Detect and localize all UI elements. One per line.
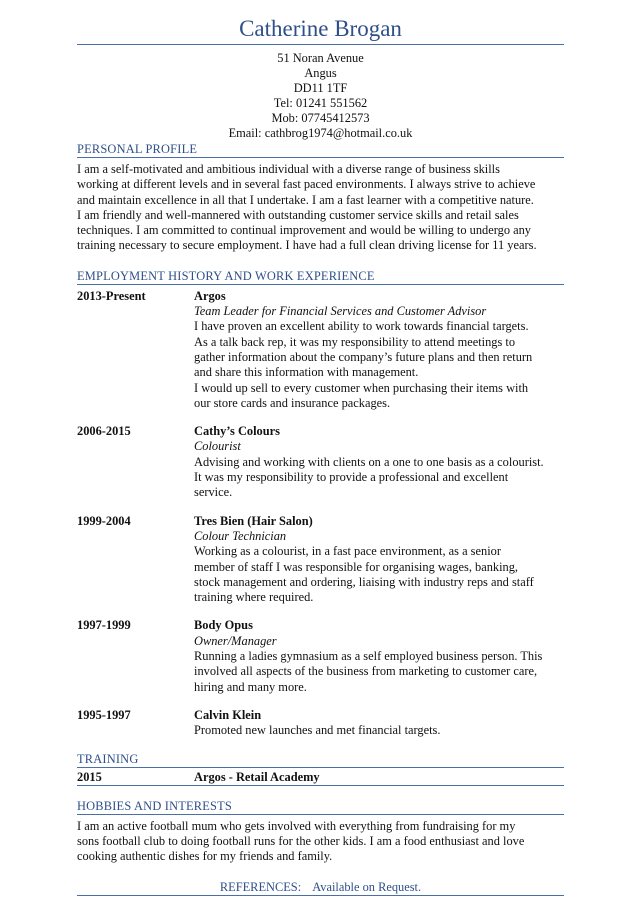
training-year: 2015 (77, 769, 102, 784)
training-entry (77, 770, 564, 785)
email: Email: cathbrog1974@hotmail.co.uk (228, 126, 413, 140)
hobbies-line: cooking authentic dishes for my friends and family. (77, 849, 333, 864)
job-line: hiring and many more. (194, 679, 307, 694)
section-title-employment: EMPLOYMENT HISTORY AND WORK EXPERIENCE (77, 268, 564, 285)
job-entry (77, 708, 564, 739)
profile-line: techniques. I am committed to continual improvement and would be willing to undergo any (77, 223, 532, 238)
spacer (77, 411, 564, 420)
job-line: I have proven an excellent ability to work towards financial targets. (194, 319, 529, 334)
job-dates: 2013-Present (77, 288, 146, 303)
job-dates: 1997-1999 (77, 618, 131, 633)
job-role: Owner/Manager (194, 633, 277, 648)
job-line: service. (194, 485, 233, 500)
job-line: and share this information with management. (194, 365, 419, 380)
address-line-1: 51 Noran Avenue (277, 51, 364, 65)
job-details (194, 708, 564, 739)
job-employer: Cathy’s Colours (194, 424, 280, 439)
job-dates: 1995-1997 (77, 707, 131, 722)
job-line: gather information about the company’s future plans and then return (194, 349, 533, 364)
cv-page (77, 14, 564, 896)
section-title-training: TRAINING (77, 751, 564, 768)
job-line: our store cards and insurance packages. (194, 395, 391, 410)
job-role: Team Leader for Financial Services and Customer Advisor (194, 304, 487, 319)
references-value: Available on Request. (312, 879, 422, 894)
contact-block (77, 51, 564, 141)
job-entry (77, 514, 564, 606)
spacer (77, 695, 564, 704)
references-line (77, 879, 564, 896)
job-line: Promoted new launches and met financial targets. (194, 723, 441, 738)
section-title-profile: PERSONAL PROFILE (77, 141, 564, 158)
job-details (194, 514, 564, 606)
job-employer: Calvin Klein (194, 707, 262, 722)
job-dates: 2006-2015 (77, 424, 131, 439)
profile-text (77, 162, 564, 254)
job-role: Colour Technician (194, 528, 287, 543)
spacer (77, 605, 564, 614)
profile-line: I am a self-motivated and ambitious individual with a diverse range of business skills (77, 162, 500, 176)
name-divider (77, 44, 564, 45)
telephone: Tel: 01241 551562 (273, 96, 368, 110)
job-line: involved all aspects of the business from marketing to customer care, (194, 664, 538, 679)
profile-line: training necessary to secure employment. I have had a full clean driving license for 11 years. (77, 238, 537, 253)
job-details (194, 424, 564, 500)
job-line: I would up sell to every customer when purchasing their items with (194, 380, 529, 395)
training-course: Argos - Retail Academy (194, 769, 320, 784)
job-employer: Argos (194, 288, 226, 303)
hobbies-text (77, 819, 564, 865)
job-line: training where required. (194, 590, 314, 605)
spacer (77, 501, 564, 510)
job-employer: Tres Bien (Hair Salon) (194, 513, 313, 528)
references-label: REFERENCES: (219, 879, 302, 894)
profile-line: I am friendly and well-mannered with outstanding customer service skills and retail sales (77, 207, 519, 222)
job-line: stock management and ordering, liaising with industry reps and staff (194, 574, 534, 589)
job-line: Running a ladies gymnasium as a self employed business person. This (194, 649, 543, 664)
hobbies-line: I am an active football mum who gets involved with everything from fundraising for my (77, 818, 516, 833)
job-details (194, 618, 564, 694)
postcode: DD11 1TF (293, 81, 348, 95)
job-dates: 1999-2004 (77, 513, 131, 528)
job-entry (77, 424, 564, 500)
hobbies-line: sons football club to doing football runs for the other kids. I am a food enthusiast and love (77, 834, 525, 849)
address-line-2: Angus (304, 66, 337, 80)
mobile: Mob: 07745412573 (271, 111, 370, 125)
job-entry (77, 618, 564, 694)
job-role: Colourist (194, 439, 241, 454)
job-employer: Body Opus (194, 618, 253, 633)
section-title-hobbies: HOBBIES AND INTERESTS (77, 798, 564, 815)
job-line: It was my responsibility to provide a professional and excellent (194, 470, 509, 485)
profile-line: working at different levels and in several fast paced environments. I always strive to achieve (77, 177, 536, 192)
profile-line: and maintain excellence in all that I undertake. I am a fast learner with a competitive nature. (77, 192, 534, 207)
job-line: Working as a colourist, in a fast pace environment, as a senior (194, 544, 501, 559)
training-divider (77, 785, 564, 786)
job-line: member of staff I was responsible for organising wages, banking, (194, 559, 519, 574)
job-details (194, 289, 564, 411)
candidate-name: Catherine Brogan (239, 16, 402, 41)
job-line: Advising and working with clients on a one to one basis as a colourist. (194, 454, 544, 469)
job-entry (77, 289, 564, 411)
job-line: As a talk back rep, it was my responsibility to attend meetings to (194, 334, 516, 349)
